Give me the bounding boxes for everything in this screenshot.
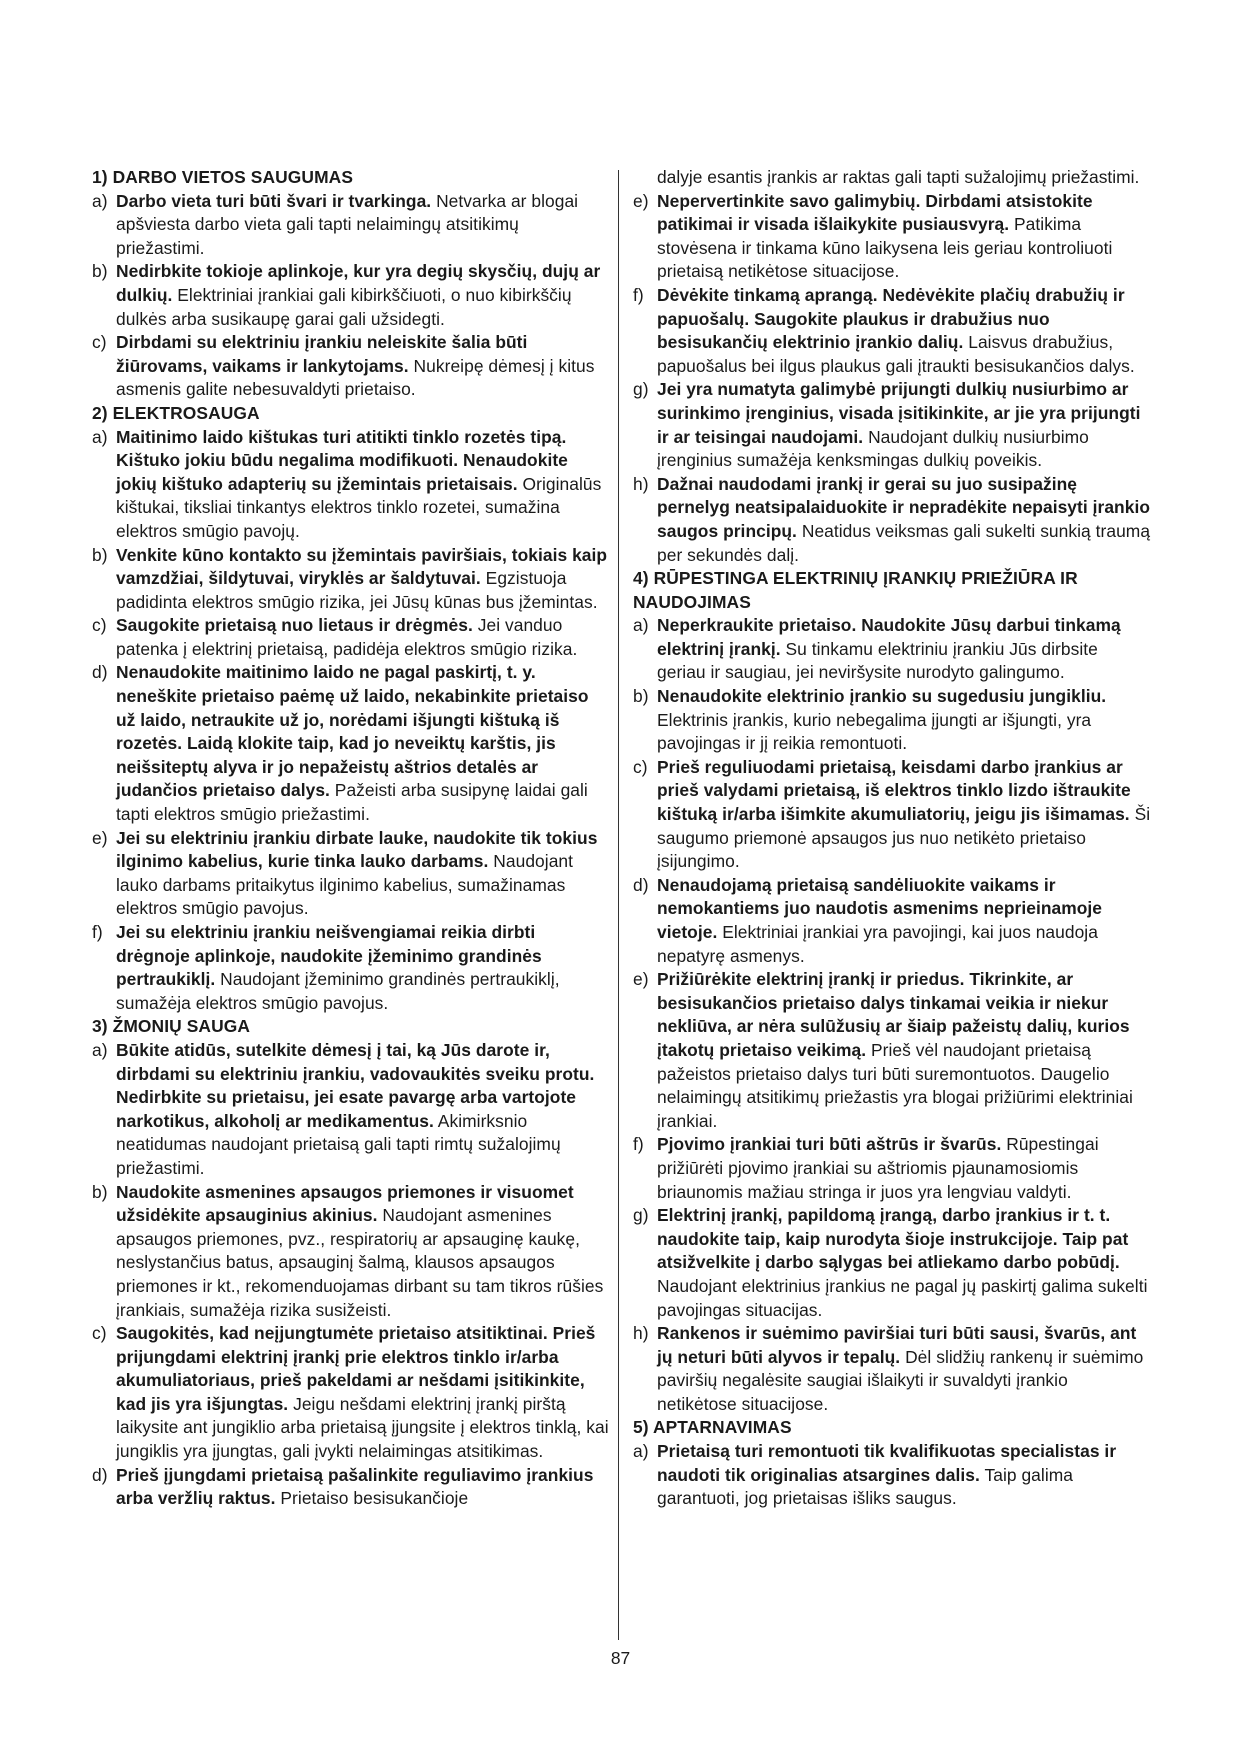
section-heading: 3) ŽMONIŲ SAUGA	[92, 1016, 251, 1037]
instruction-item	[92, 544, 612, 615]
item-text: Naudojant lauko darbams pritaikytus ilginimo kabelius, sumažinamas elektros smūgio pavojus.	[116, 851, 574, 919]
instruction-item	[92, 921, 612, 1015]
item-label: h)	[633, 1323, 649, 1344]
instruction-item	[633, 473, 1151, 567]
item-bold-text: Saugokite prietaisą nuo lietaus ir drėgmės.	[116, 615, 473, 636]
item-bold-text: Venkite kūno kontakto su įžemintais paviršiais, tokiais kaip vamzdžiai, šildytuvai, viryklės ar šaldytuvai.	[116, 544, 608, 589]
item-bold-text: Maitinimo laido kištukas turi atitikti tinklo rozetės tipą. Kištuko jokiu būdu negalima modifikuoti. Nenaudokite jokių kištuko adapterių su įžemintais prietaisais.	[116, 426, 568, 494]
item-text: Prieš vėl naudojant prietaisą pažeistos prietaiso dalys turi būti suremontuotos. Daugelio nelaimingų atsitikimų priežastis yra blogai prižiūrimi elektriniai įrankiai.	[657, 1039, 1133, 1131]
item-label: f)	[633, 284, 644, 305]
instruction-item	[92, 331, 612, 402]
item-label: b)	[92, 1181, 108, 1202]
instruction-item	[633, 1133, 1151, 1204]
item-label: e)	[92, 827, 108, 848]
item-label: d)	[633, 874, 649, 895]
item-label: c)	[92, 615, 107, 636]
item-text: Naudojant asmenines apsaugos priemones, pvz., respiratorių ar apsauginę kaukę, neslystančius batus, apsauginį šalmą, klausos apsaugos priemones ir kt., rekomenduojamas dirbant su tam tikros rūšies įrankiais, sumažėja rizika susižeisti.	[116, 1205, 604, 1320]
item-text: Naudojant įžeminimo grandinės pertraukiklį, sumažėja elektros smūgio pavojus.	[116, 969, 560, 1013]
left-column	[92, 166, 612, 1511]
instruction-item	[92, 1039, 612, 1181]
item-bold-text: Neperkraukite prietaiso. Naudokite Jūsų darbui tinkamą elektrinį įrankį.	[657, 615, 1121, 659]
section-heading: 4) RŪPESTINGA ELEKTRINIŲ ĮRANKIŲ PRIEŽIŪRA IR NAUDOJIMAS	[633, 568, 1078, 612]
instruction-item	[633, 284, 1151, 378]
item-text: Elektriniai įrankiai yra pavojingi, kai juos naudoja nepatyrę asmenys.	[657, 922, 1098, 966]
item-bold-text: Būkite atidūs, sutelkite dėmesį į tai, ką Jūs darote ir, dirbdami su elektriniu įrankiu, vadovaukitės sveiku protu. Nedirbkite su prietaisu, jei esate pavargę arba vartojote narkotikus, alkoholį ar medikamentus.	[116, 1039, 595, 1131]
item-bold-text: Jei yra numatyta galimybė prijungti dulkių nusiurbimo ar surinkimo įrenginius, visada įsitikinkite, ar jie yra prijungti ir ar teisingai naudojami.	[657, 379, 1141, 447]
item-label: e)	[633, 190, 649, 211]
item-bold-text: Saugokitės, kad neįjungtumėte prietaiso atsitiktinai. Prieš prijungdami elektrinį įrankį prie elektros tinklo ir/arba akumuliatoriaus, prieš pakeldami ar nešdami įsitikinkite, kad jis yra išjungtas.	[116, 1323, 596, 1414]
instruction-item	[633, 685, 1151, 756]
column-divider	[618, 170, 619, 1640]
item-bold-text: Prieš reguliuodami prietaisą, keisdami darbo įrankius ar prieš valydami prietaisą, iš elektros tinklo lizdo ištraukite kištuką ir/arba išimkite akumuliatorių, jeigu jis išimamas.	[657, 756, 1131, 825]
item-label: d)	[92, 1464, 108, 1485]
instruction-item	[92, 827, 612, 921]
item-text: Neatidus veiksmas gali sukelti sunkią traumą per sekundės dalį.	[657, 520, 1151, 565]
item-label: g)	[633, 379, 649, 400]
instruction-item	[92, 614, 612, 661]
item-text: Laisvus drabužius, papuošalus bei ilgus plaukus gali įtraukti besisukančios dalys.	[657, 332, 1135, 376]
item-label: h)	[633, 473, 649, 494]
instruction-item	[633, 1322, 1151, 1416]
item-label: e)	[633, 969, 649, 990]
item-text: Nukreipę dėmesį į kitus asmenis galite nebesuvaldyti prietaiso.	[116, 355, 595, 400]
item-text: Elektrinis įrankis, kurio nebegalima įjungti ar išjungti, yra pavojingas ir jį reikia remontuoti.	[657, 709, 1092, 754]
item-text: Prietaiso besisukančioje	[275, 1488, 469, 1509]
item-label: a)	[633, 1441, 649, 1462]
item-bold-text: Dėvėkite tinkamą aprangą. Nedėvėkite plačių drabužių ir papuošalų. Saugokite plaukus ir drabužius nuo besisukančių elektrinio įrankio dalių.	[657, 284, 1125, 353]
instruction-item	[633, 378, 1151, 472]
item-label: g)	[633, 1205, 649, 1226]
item-bold-text: Elektrinį įrankį, papildomą įrangą, darbo įrankius ir t. t. naudokite taip, kaip nurodyta šioje instrukcijoje. Taip pat atsižvelkite į darbo sąlygas bei atliekamo darbo pobūdį.	[657, 1205, 1129, 1273]
item-text: Originalūs kištukai, tiksliai tinkantys elektros tinklo rozetei, sumažina elektros smūgio pavojų.	[116, 473, 602, 541]
item-bold-text: Nenaudojamą prietaisą sandėliuokite vaikams ir nemokantiems juo naudotis asmenims neprieinamoje vietoje.	[657, 874, 1103, 942]
item-label: a)	[92, 190, 108, 211]
item-label: f)	[92, 922, 103, 942]
item-text: Su tinkamu elektriniu įrankiu Jūs dirbsite geriau ir saugiau, jei neviršysite nurodyto galingumo.	[657, 638, 1098, 683]
item-label: b)	[633, 686, 649, 707]
instruction-item	[92, 1464, 612, 1511]
item-bold-text: Darbo vieta turi būti švari ir tvarkinga.	[116, 190, 432, 211]
item-label: d)	[92, 662, 108, 683]
instruction-item	[92, 661, 612, 826]
item-text: Patikima stovėsena ir tinkama kūno laikysena leis geriau kontroliuoti prietaisą netikėtose situacijose.	[657, 214, 1113, 282]
instruction-item	[633, 614, 1151, 685]
item-label: c)	[92, 1323, 107, 1344]
item-bold-text: Nenaudokite elektrinio įrankio su sugedusiu jungikliu.	[657, 686, 1107, 707]
instruction-item	[92, 190, 612, 261]
item-label: a)	[92, 1039, 108, 1060]
item-text: Elektriniai įrankiai gali kibirkščiuoti, o nuo kibirkščių dulkės arba susikaupę garai gali užsidegti.	[116, 284, 572, 329]
continued-text: dalyje esantis įrankis ar raktas gali tapti sužalojimų priežastimi.	[657, 167, 1140, 187]
item-bold-text: Jei su elektriniu įrankiu dirbate lauke, naudokite tik tokius ilginimo kabelius, kurie tinka lauko darbams.	[116, 827, 598, 872]
item-label: b)	[92, 544, 108, 565]
item-label: c)	[633, 756, 648, 777]
instruction-item	[633, 968, 1151, 1133]
item-bold-text: Rankenos ir suėmimo paviršiai turi būti sausi, švarūs, ant jų neturi būti alyvos ir tepalų.	[657, 1323, 1137, 1367]
item-text: Rūpestingai prižiūrėti pjovimo įrankiai su aštriomis pjaunamosiomis briaunomis mažiau stringa ir juos yra lengviau valdyti.	[657, 1134, 1099, 1202]
instruction-item	[633, 190, 1151, 284]
instruction-item	[633, 756, 1151, 874]
item-text: Egzistuoja padidinta elektros smūgio rizika, jei Jūsų kūnas bus įžemintas.	[116, 568, 598, 612]
item-bold-text: Pjovimo įrankiai turi būti aštrūs ir švarūs.	[657, 1134, 1002, 1155]
instruction-item	[633, 1440, 1151, 1511]
item-bold-text: Dažnai naudodami įrankį ir gerai su juo susipažinę pernelyg neatsipalaiduokite ir nepradėkite nepaisyti įrankio saugos principų.	[657, 473, 1150, 541]
instruction-item	[92, 1181, 612, 1323]
item-text: Netvarka ar blogai apšviesta darbo vieta gali tapti nelaimingų atsitikimų priežastimi.	[116, 190, 579, 258]
section-heading: 5) APTARNAVIMAS	[633, 1417, 792, 1438]
item-text: Akimirksnio neatidumas naudojant prietaisą gali tapti rimtų sužalojimų priežastimi.	[116, 1110, 561, 1178]
section-heading: 2) ELEKTROSAUGA	[92, 402, 260, 423]
item-bold-text: Prižiūrėkite elektrinį įrankį ir priedus. Tikrinkite, ar besisukančios prietaiso dalys tinkamai veikia ir niekur nekliūva, ar nėra sulūžusių ar šiaip pažeistų dalių, kurios įtakotų prietaiso veikimą.	[657, 969, 1130, 1060]
item-text: Dėl slidžių rankenų ir suėmimo paviršių negalėsite saugiai išlaikyti ir suvaldyti įrankio netikėtose situacijose.	[657, 1346, 1144, 1414]
item-text: Ši saugumo priemonė apsaugos jus nuo netikėto prietaiso įsijungimo.	[657, 804, 1151, 872]
item-text: Jei vanduo patenka į elektrinį prietaisą, padidėja elektros smūgio rizika.	[116, 615, 578, 659]
item-text: Taip galima garantuoti, jog prietaisas išliks saugus.	[657, 1464, 1073, 1509]
item-bold-text: Prietaisą turi remontuoti tik kvalifikuotas specialistas ir naudoti tik originalias atsargines dalis.	[657, 1441, 1117, 1485]
item-label: a)	[92, 426, 108, 447]
item-bold-text: Naudokite asmenines apsaugos priemones ir visuomet užsidėkite apsauginius akinius.	[116, 1181, 574, 1226]
item-bold-text: Jei su elektriniu įrankiu neišvengiamai reikia dirbti drėgnoje aplinkoje, naudokite įžeminimo grandinės pertraukiklį.	[116, 922, 542, 990]
item-text: Jeigu nešdami elektrinį įrankį pirštą laikysite ant jungiklio arba prietaisą įjungsite į elektros tinklą, kai jungiklis yra įjungtas, gali įvykti nelaimingas atsitikimas.	[116, 1393, 609, 1462]
item-text: Pažeisti arba susipynę laidai gali tapti elektros smūgio priežastimi.	[116, 780, 588, 825]
item-text: Naudojant elektrinius įrankius ne pagal jų paskirtį galima sukelti pavojingas situacijas.	[657, 1275, 1148, 1320]
item-bold-text: Nepervertinkite savo galimybių. Dirbdami atsistokite patikimai ir visada išlaikykite pusiausvyrą.	[657, 190, 1093, 235]
item-bold-text: Dirbdami su elektriniu įrankiu neleiskite šalia būti žiūrovams, vaikams ir lankytojams.	[116, 332, 528, 376]
item-bold-text: Nedirbkite tokioje aplinkoje, kur yra degių skysčių, dujų ar dulkių.	[116, 261, 601, 305]
page-number: 87	[610, 1648, 631, 1668]
item-label: c)	[92, 332, 107, 353]
item-label: b)	[92, 261, 108, 282]
item-text: Naudojant dulkių nusiurbimo įrenginius sumažėja kenksmingas dulkių poveikis.	[657, 426, 1089, 471]
item-label: f)	[633, 1134, 644, 1155]
instruction-item	[92, 1322, 612, 1464]
instruction-item	[633, 874, 1151, 968]
item-bold-text: Prieš įjungdami prietaisą pašalinkite reguliavimo įrankius arba veržlių raktus.	[116, 1464, 594, 1509]
instruction-item	[633, 1204, 1151, 1322]
item-bold-text: Nenaudokite maitinimo laido ne pagal paskirtį, t. y. neneškite prietaiso paėmę už laido, nekabinkite prietaiso už laido, netraukite už jo, norėdami išjungti kištuką iš rozetės. Laidą klokite taip, kad jo neveiktų karštis, jis neišsiteptų alyva ir jo nepažeistų aštrios detalės ar judančios prietaiso dalys.	[116, 662, 589, 801]
instruction-item	[92, 260, 612, 331]
instruction-item	[92, 426, 612, 544]
right-column	[633, 166, 1151, 1511]
item-label: a)	[633, 615, 649, 636]
section-heading: 1) DARBO VIETOS SAUGUMAS	[92, 167, 354, 187]
